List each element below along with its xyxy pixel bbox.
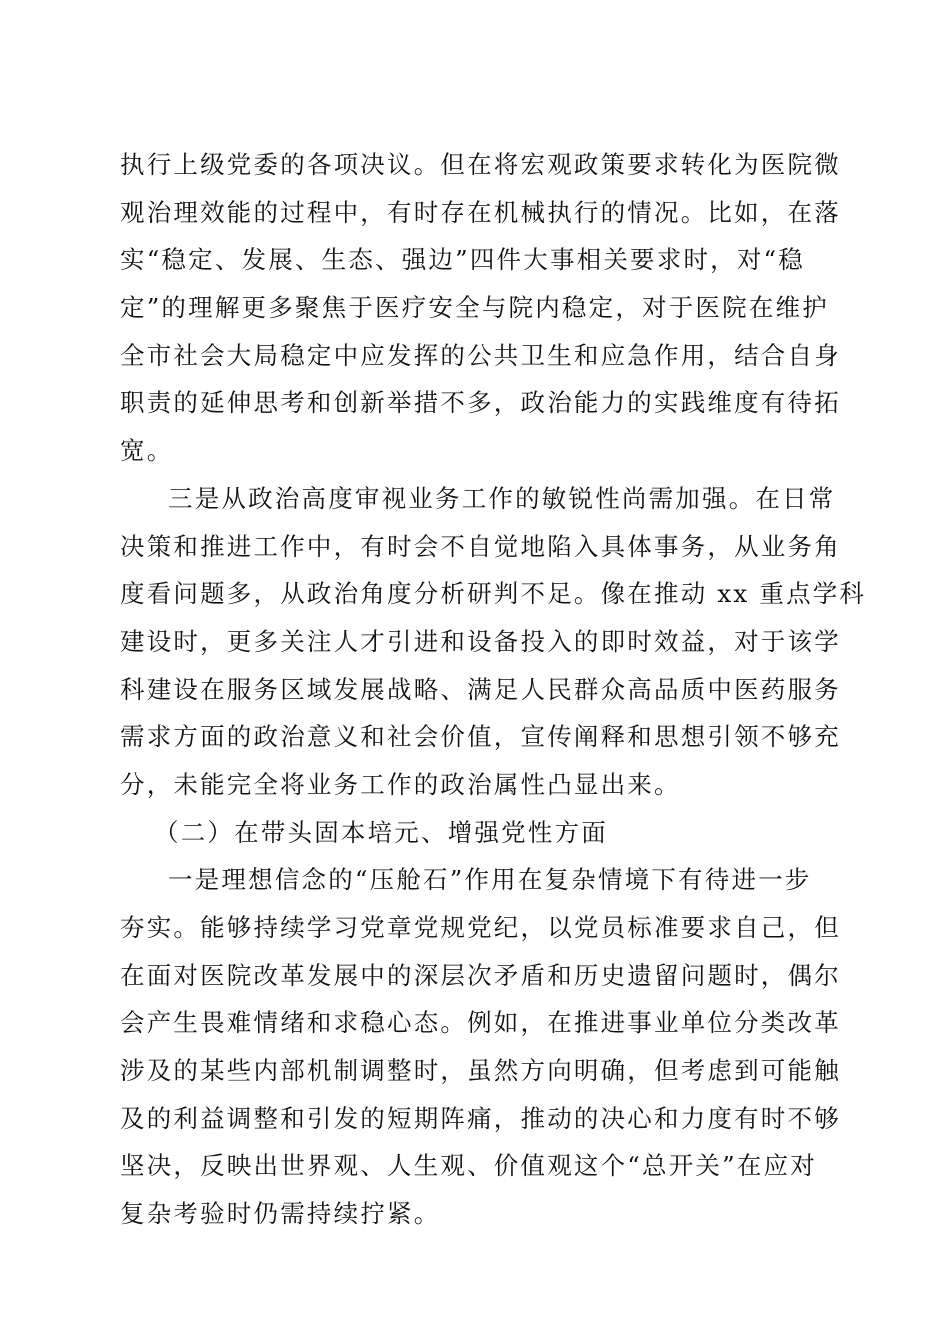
section-heading: （二）在带头固本培元、增强党性方面 — [154, 817, 608, 847]
paragraph-1-line: 职责的延伸思考和创新举措不多，政治能力的实践维度有待拓 — [120, 388, 841, 418]
paragraph-2-line: 需求方面的政治意义和社会价值，宣传阐释和思想引领不够充 — [120, 722, 841, 752]
paragraph-3-line: 涉及的某些内部机制调整时，虽然方向明确，但考虑到可能触 — [120, 1056, 841, 1086]
paragraph-1-line: 定”的理解更多聚焦于医疗安全与院内稳定，对于医院在维护 — [120, 293, 829, 323]
paragraph-2-line: 科建设在服务区域发展战略、满足人民群众高品质中医药服务 — [120, 674, 841, 704]
paragraph-2-line: 决策和推进工作中，有时会不自觉地陷入具体事务，从业务角 — [120, 531, 841, 561]
paragraph-1-line: 宽。 — [120, 436, 174, 466]
paragraph-1-line: 全市社会大局稳定中应发挥的公共卫生和应急作用，结合自身 — [120, 340, 841, 370]
paragraph-2-first-line: 三是从政治高度审视业务工作的敏锐性尚需加强。在日常 — [168, 483, 836, 513]
paragraph-3-line: 夯实。能够持续学习党章党规党纪，以党员标准要求自己，但 — [120, 913, 841, 942]
paragraph-2-line: 度看问题多，从政治角度分析研判不足。像在推动 xx 重点学科 — [120, 579, 867, 609]
paragraph-2-line: 分，未能完全将业务工作的政治属性凸显出来。 — [120, 769, 681, 799]
paragraph-2-line: 建设时，更多关注人才引进和设备投入的即时效益，对于该学 — [120, 626, 841, 656]
paragraph-3-line: 及的利益调整和引发的短期阵痛，推动的决心和力度有时不够 — [120, 1103, 841, 1133]
paragraph-1-line: 观治理效能的过程中，有时存在机械执行的情况。比如，在落 — [120, 197, 841, 227]
paragraph-1-line: 执行上级党委的各项决议。但在将宏观政策要求转化为医院微 — [120, 150, 841, 179]
paragraph-3-line: 在面对医院改革发展中的深层次矛盾和历史遗留问题时，偶尔 — [120, 960, 841, 990]
document-body — [120, 141, 867, 1238]
paragraph-3-lead-line: 一是理想信念的“压舱石”作用在复杂情境下有待进一步 — [168, 865, 812, 895]
paragraph-3-line: 复杂考验时仍需持续拧紧。 — [120, 1199, 441, 1229]
paragraph-3-line: 坚决，反映出世界观、人生观、价值观这个“总开关”在应对 — [120, 1151, 817, 1181]
paragraph-1-line: 实“稳定、发展、生态、强边”四件大事相关要求时，对“稳 — [120, 245, 805, 275]
paragraph-3-line: 会产生畏难情绪和求稳心态。例如，在推进事业单位分类改革 — [120, 1008, 841, 1038]
